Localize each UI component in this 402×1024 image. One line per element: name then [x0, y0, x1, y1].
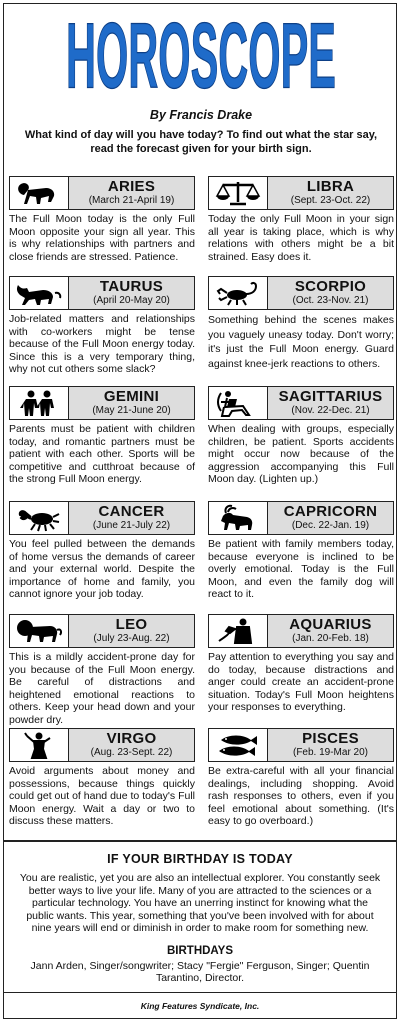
- sign-text: Pay attention to everything you say and do today, because distractions and anger could create an accident-prone situation. Today's Full Moon heightens your responses to everything.: [208, 651, 394, 713]
- title-graphic: [51, 18, 351, 108]
- birthday-text: You are realistic, yet you are also an intellectual explorer. You constantly seek better ways to live your life. Many of you are attracted to the sciences or a particular technology. You have an unerring instinct for knowing what the public wants. This year, something that you've been involved with for about nine years will end or diminish in order to make room for something new.: [19, 872, 381, 934]
- sign-dates: (Dec. 22-Jan. 19): [291, 520, 370, 531]
- sign-gemini: [9, 386, 195, 486]
- syndicate-credit: King Features Syndicate, Inc.: [3, 992, 397, 1019]
- byline: By Francis Drake: [149, 108, 253, 122]
- sign-name: TAURUS: [99, 278, 164, 295]
- goat-icon: [209, 502, 268, 534]
- sign-name: PISCES: [302, 730, 359, 747]
- sign-name: CANCER: [98, 503, 165, 520]
- sign-text: Job-related matters and relationships with co-workers might be tense because of the Full Moon energy today. Since this is a very temporary thing, why not cut others some slack?: [9, 313, 195, 375]
- sign-name: CAPRICORN: [283, 503, 378, 520]
- sign-name: ARIES: [107, 178, 156, 195]
- sign-text: Parents must be patient with children today, and romantic partners must be patient with each other. Sports will be competitive and cutthroat because of the strong Full Moon energy.: [9, 423, 195, 485]
- lion-icon: [10, 615, 69, 647]
- scales-icon: [209, 177, 268, 209]
- birthdays-heading: BIRTHDAYS: [166, 944, 234, 957]
- birthdays-list: Jann Arden, Singer/songwriter; Stacy "Fergie" Ferguson, Singer; Quentin Tarantino, Director.: [30, 959, 370, 984]
- sign-text: Something behind the scenes makes you vaguely uneasy today. Don't worry; it's just the Full Moon energy. Guard against knee-jerk reactions to others.: [208, 314, 394, 370]
- sign-dates: (July 23-Aug. 22): [93, 633, 170, 644]
- sign-dates: (June 21-July 22): [92, 520, 171, 531]
- intro-text: What kind of day will you have today? To find out what the star say, read the forecast given for your birth sign.: [24, 129, 378, 155]
- sign-name: LEO: [115, 616, 148, 633]
- sign-text: When dealing with groups, especially children, be patient. Sports accidents might occur now because of the aggression accompanying this Full Moon day. (Lighten up.): [208, 423, 394, 485]
- sign-leo: [9, 614, 195, 726]
- sign-name: SCORPIO: [294, 278, 367, 295]
- sign-text: You feel pulled between the demands of home versus the demands of career and your external world. Despite the importance of home and family, you cannot ignore your job today.: [9, 538, 195, 600]
- sign-scorpio: [208, 276, 394, 371]
- sign-pisces: [208, 728, 394, 828]
- sign-dates: (Feb. 19-Mar 20): [292, 747, 369, 758]
- archer-icon: [209, 387, 268, 419]
- sign-dates: (Nov. 22-Dec. 21): [291, 405, 370, 416]
- sign-virgo: [9, 728, 195, 828]
- sign-cancer: [9, 501, 195, 601]
- ram-icon: [10, 177, 69, 209]
- sign-name: GEMINI: [103, 388, 160, 405]
- sign-dates: (Oct. 23-Nov. 21): [292, 295, 369, 306]
- sign-text: The Full Moon today is the only Full Moon opposite your sign all year. This is why relationships with partners and close friends are stressed. Patience.: [9, 213, 195, 263]
- sign-text: Be extra-careful with all your financial dealings, including shopping. Avoid rash responses to others, even if you feel emotional about something. (It's easy to go overboard.): [208, 765, 394, 827]
- sign-text: This is a mildly accident-prone day for you because of the Full Moon energy. Be careful of distractions and heightened emotional reactions to others. Keep your head down and your powder dry.: [9, 651, 195, 726]
- fish-icon: [209, 729, 268, 761]
- sign-dates: (Jan. 20-Feb. 18): [292, 633, 369, 644]
- sign-name: AQUARIUS: [289, 616, 372, 633]
- water-bearer-icon: [209, 615, 268, 647]
- sign-dates: (Aug. 23-Sept. 22): [90, 747, 173, 758]
- crab-icon: [10, 502, 69, 534]
- sign-name: LIBRA: [306, 178, 355, 195]
- maiden-icon: [10, 729, 69, 761]
- title-banner: [0, 18, 402, 108]
- sign-libra: [208, 176, 394, 263]
- sign-name: VIRGO: [106, 730, 157, 747]
- sign-text: Be patient with family members today, because everyone is inclined to be overly emotional. Today is the Full Moon, and even the family dog will react to it.: [208, 538, 394, 600]
- sign-dates: (Sept. 23-Oct. 22): [290, 195, 371, 206]
- scorpion-icon: [209, 277, 268, 309]
- twins-icon: [10, 387, 69, 419]
- sign-taurus: [9, 276, 195, 376]
- sign-name: SAGITTARIUS: [278, 388, 383, 405]
- sign-text: Today the only Full Moon in your sign all year is taking place, which is why relations with others might be a bit strained. Easy does it.: [208, 213, 394, 263]
- sign-aquarius: [208, 614, 394, 714]
- sign-dates: (May 21-June 20): [92, 405, 171, 416]
- sign-text: Avoid arguments about money and possessions, because things quickly could get out of hand due to today's Full Moon energy. Wait a day or two to discuss these matters.: [9, 765, 195, 827]
- sign-aries: [9, 176, 195, 263]
- sign-capricorn: [208, 501, 394, 601]
- sign-sagittarius: [208, 386, 394, 486]
- page-title: HOROSCOPE: [66, 18, 337, 108]
- sign-dates: (April 20-May 20): [93, 295, 170, 306]
- sign-dates: (March 21-April 19): [88, 195, 175, 206]
- birthday-heading: IF YOUR BIRTHDAY IS TODAY: [107, 852, 293, 866]
- birthday-section: [3, 840, 397, 992]
- bull-icon: [10, 277, 69, 309]
